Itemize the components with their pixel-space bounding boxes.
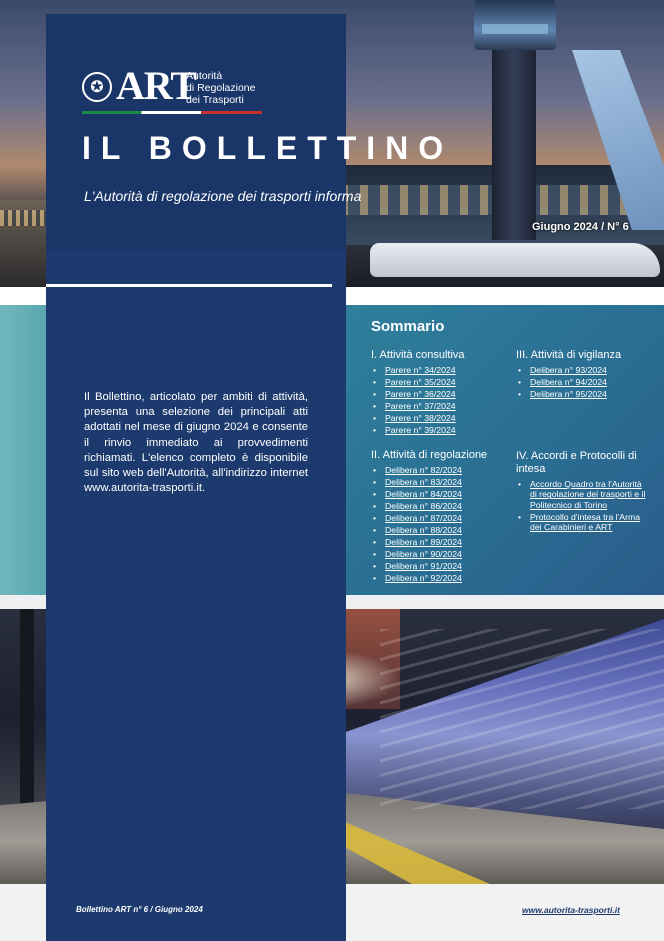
logo-full-name [186,70,276,106]
sommario-title: Sommario [371,318,445,335]
link-parere-35[interactable]: • Parere n° 35/2024 [371,376,516,388]
issue-label: Giugno 2024 / N° 6 [532,221,629,233]
page-title: IL BOLLETTINO [82,130,454,166]
link-delibera-90[interactable]: • Delibera n° 90/2024 [371,548,516,560]
link-protocollo-carabinieri[interactable]: • Protocollo d'intesa tra l'Arma dei Carabinieri e ART [516,512,646,533]
section-regolazione [371,449,516,584]
platform-pillar [20,609,34,809]
logo-name-line: Autorità [186,70,223,82]
link-delibera-91[interactable]: • Delibera n° 91/2024 [371,560,516,572]
footer-website-link[interactable]: www.autorita-trasporti.it [522,905,620,915]
section-vigilanza [516,349,651,400]
motion-blur [380,629,664,809]
link-delibera-93[interactable]: • Delibera n° 93/2024 [516,364,651,376]
page-subtitle: L'Autorità di regolazione dei trasporti informa [84,188,362,204]
white-accent-rule [46,284,332,287]
link-delibera-86[interactable]: • Delibera n° 86/2024 [371,500,516,512]
link-parere-37[interactable]: • Parere n° 37/2024 [371,400,516,412]
logo-acronym: ART [116,63,197,108]
airplane-fuselage [370,243,660,277]
section-heading: I. Attività consultiva [371,349,465,361]
link-delibera-84[interactable]: • Delibera n° 84/2024 [371,488,516,500]
link-delibera-82[interactable]: • Delibera n° 82/2024 [371,464,516,476]
link-delibera-94[interactable]: • Delibera n° 94/2024 [516,376,651,388]
link-parere-39[interactable]: • Parere n° 39/2024 [371,424,516,436]
link-delibera-88[interactable]: • Delibera n° 88/2024 [371,524,516,536]
link-delibera-87[interactable]: • Delibera n° 87/2024 [371,512,516,524]
republic-emblem-icon: ✪ [82,72,112,102]
link-delibera-89[interactable]: • Delibera n° 89/2024 [371,536,516,548]
footer-issue: Bollettino ART n° 6 / Giugno 2024 [76,905,203,914]
link-delibera-83[interactable]: • Delibera n° 83/2024 [371,476,516,488]
control-tower [492,40,536,240]
link-delibera-92[interactable]: • Delibera n° 92/2024 [371,572,516,584]
logo-name-line: dei Trasporti [186,94,244,106]
link-parere-36[interactable]: • Parere n° 36/2024 [371,388,516,400]
section-heading: II. Attività di regolazione [371,449,488,461]
terminal-lights-left [0,210,50,226]
control-tower-windows [482,24,548,34]
link-delibera-95[interactable]: • Delibera n° 95/2024 [516,388,651,400]
intro-text: Il Bollettino, articolato per ambiti di attività, presenta una selezione dei principali atti adottati nel mese di giugno 2024 e consente il rinvio immediato ai provvedimenti richiamati. L'elenco completo è disponibile sul sito web dell'Autorità, all'indirizzo internet www.autorita-trasporti.it. [84,391,308,495]
section-consultiva [371,349,516,436]
logo-name-line: di Regolazione [186,82,256,94]
section-heading: IV. Accordi e Protocolli di intesa [516,450,637,475]
link-accordo-politecnico[interactable]: • Accordo Quadro tra l'Autorità di regolazione dei trasporti e il Politecnico di Torino [516,479,646,510]
section-heading: III. Attività di vigilanza [516,349,622,361]
section-accordi [516,450,646,534]
teal-side-panel [0,305,48,595]
link-parere-34[interactable]: • Parere n° 34/2024 [371,364,516,376]
tricolore-rule [82,111,262,114]
link-parere-38[interactable]: • Parere n° 38/2024 [371,412,516,424]
